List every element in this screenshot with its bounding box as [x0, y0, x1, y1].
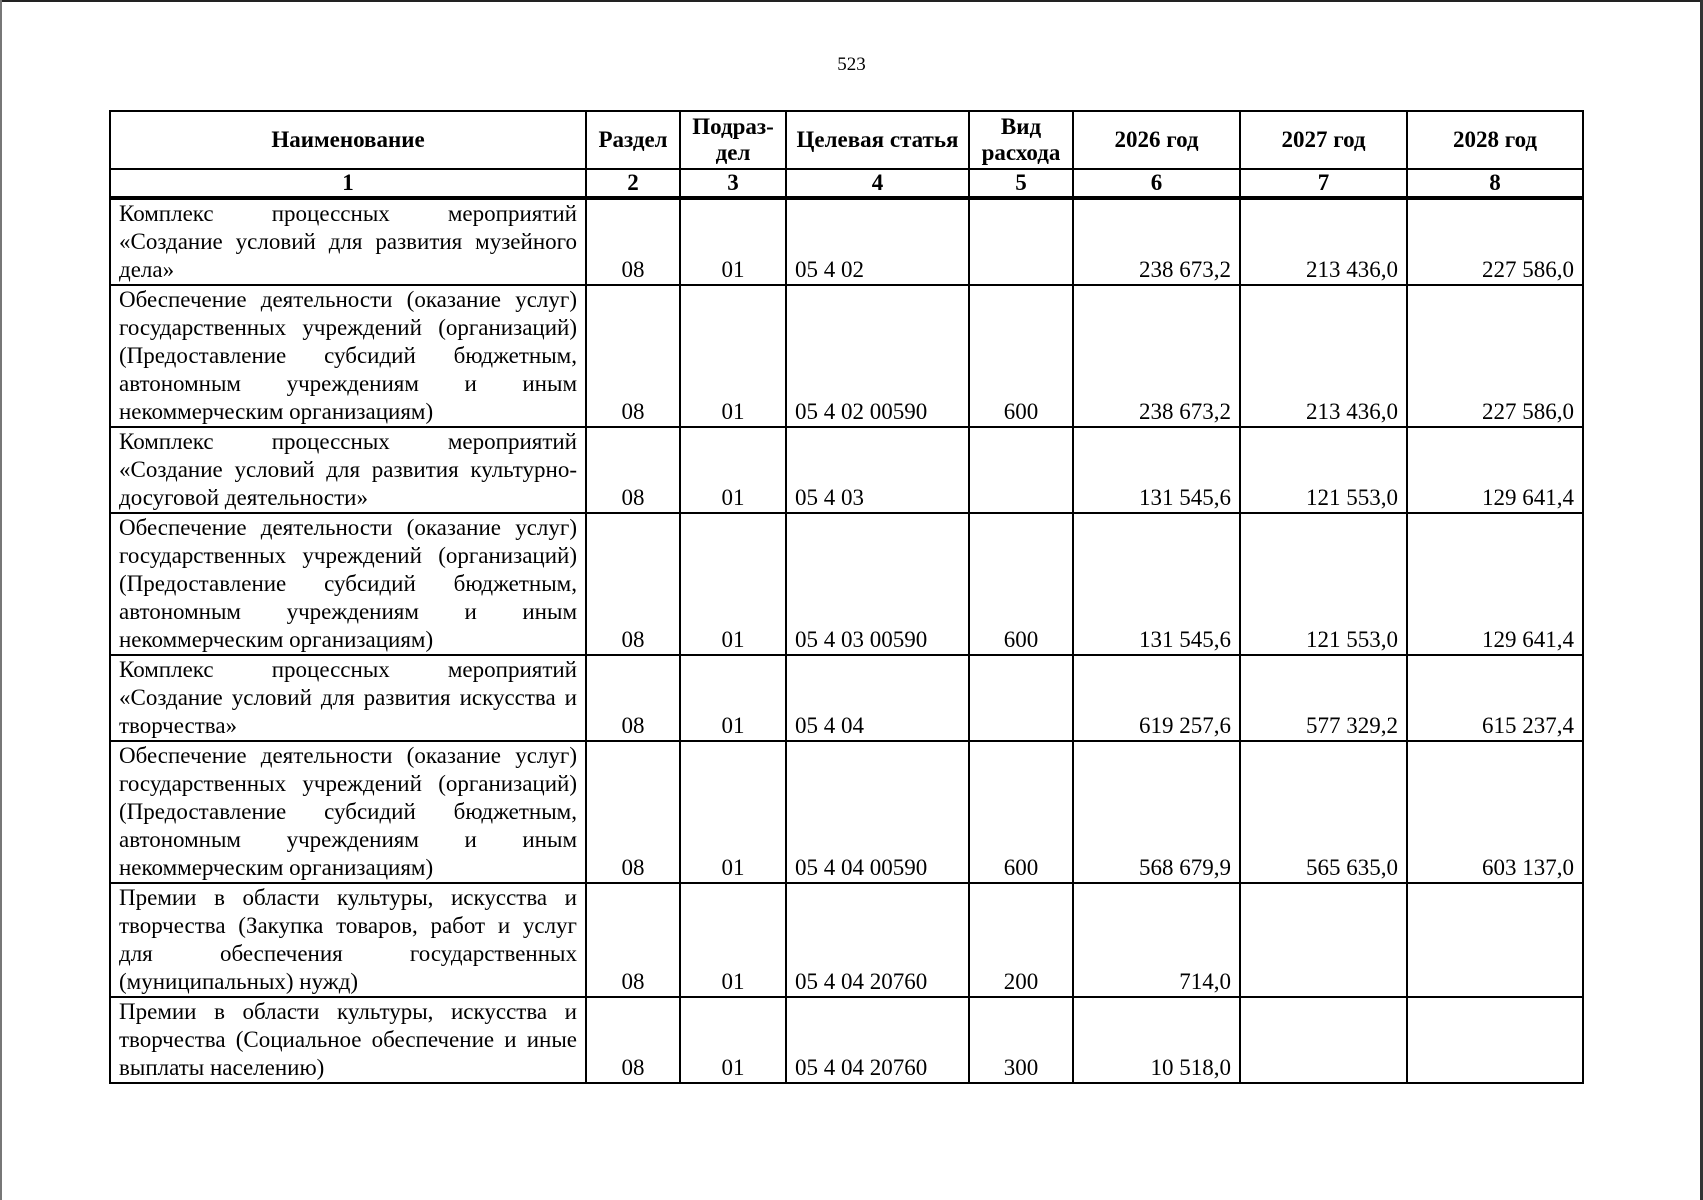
table-row [110, 285, 1583, 427]
row-razdel: 08 [586, 198, 680, 285]
header-name: Наименование [110, 111, 586, 169]
header-row [110, 111, 1583, 169]
table-row [110, 741, 1583, 883]
row-vid [969, 427, 1073, 513]
row-celevaya: 05 4 03 [786, 427, 969, 513]
row-vid: 600 [969, 741, 1073, 883]
row-podrazdel: 01 [680, 655, 786, 741]
header-2028: 2028 год [1407, 111, 1583, 169]
column-number: 5 [969, 169, 1073, 198]
row-2027: 121 553,0 [1240, 513, 1407, 655]
row-celevaya: 05 4 04 [786, 655, 969, 741]
table-row [110, 513, 1583, 655]
row-celevaya: 05 4 04 20760 [786, 883, 969, 997]
scan-edge-left [0, 0, 2, 1200]
row-vid [969, 198, 1073, 285]
row-2028 [1407, 997, 1583, 1083]
row-podrazdel: 01 [680, 198, 786, 285]
header-podrazdel: Подраз- дел [680, 111, 786, 169]
row-celevaya: 05 4 04 00590 [786, 741, 969, 883]
row-podrazdel: 01 [680, 285, 786, 427]
row-podrazdel: 01 [680, 883, 786, 997]
row-2026: 131 545,6 [1073, 513, 1240, 655]
header-vid: Вид расхода [969, 111, 1073, 169]
row-2026: 619 257,6 [1073, 655, 1240, 741]
row-2028: 129 641,4 [1407, 513, 1583, 655]
table-row [110, 427, 1583, 513]
row-2027: 213 436,0 [1240, 285, 1407, 427]
row-name: Обеспечение деятельности (оказание услуг) государственных учреждений (организаций) (Предоставление субсидий бюджетным, автономным учреждениям и иным некоммерческим организациям) [110, 741, 586, 883]
scan-edge-top [0, 0, 1703, 2]
row-podrazdel: 01 [680, 741, 786, 883]
row-name: Обеспечение деятельности (оказание услуг) государственных учреждений (организаций) (Предоставление субсидий бюджетным, автономным учреждениям и иным некоммерческим организациям) [110, 285, 586, 427]
row-2026: 238 673,2 [1073, 285, 1240, 427]
row-celevaya: 05 4 02 [786, 198, 969, 285]
table-row [110, 997, 1583, 1083]
row-razdel: 08 [586, 655, 680, 741]
column-number: 7 [1240, 169, 1407, 198]
column-number: 3 [680, 169, 786, 198]
table-row [110, 655, 1583, 741]
table-row [110, 883, 1583, 997]
row-2026: 714,0 [1073, 883, 1240, 997]
header-2027: 2027 год [1240, 111, 1407, 169]
row-2026: 131 545,6 [1073, 427, 1240, 513]
row-2027 [1240, 997, 1407, 1083]
row-2028: 227 586,0 [1407, 285, 1583, 427]
row-2028 [1407, 883, 1583, 997]
row-vid: 200 [969, 883, 1073, 997]
row-2028: 615 237,4 [1407, 655, 1583, 741]
row-podrazdel: 01 [680, 513, 786, 655]
column-number: 6 [1073, 169, 1240, 198]
column-number: 1 [110, 169, 586, 198]
column-number: 8 [1407, 169, 1583, 198]
row-name: Комплекс процессных мероприятий «Создание условий для развития музейного дела» [110, 198, 586, 285]
header-2026: 2026 год [1073, 111, 1240, 169]
row-name: Премии в области культуры, искусства и творчества (Социальное обеспечение и иные выплаты населению) [110, 997, 586, 1083]
table-row [110, 198, 1583, 285]
row-2027: 565 635,0 [1240, 741, 1407, 883]
row-2028: 129 641,4 [1407, 427, 1583, 513]
row-2027: 121 553,0 [1240, 427, 1407, 513]
row-vid [969, 655, 1073, 741]
row-celevaya: 05 4 03 00590 [786, 513, 969, 655]
row-razdel: 08 [586, 285, 680, 427]
header-razdel: Раздел [586, 111, 680, 169]
row-name: Комплекс процессных мероприятий «Создание условий для развития искусства и творчества» [110, 655, 586, 741]
column-number-row [110, 169, 1583, 198]
row-celevaya: 05 4 02 00590 [786, 285, 969, 427]
row-celevaya: 05 4 04 20760 [786, 997, 969, 1083]
row-razdel: 08 [586, 997, 680, 1083]
row-name: Обеспечение деятельности (оказание услуг) государственных учреждений (организаций) (Предоставление субсидий бюджетным, автономным учреждениям и иным некоммерческим организациям) [110, 513, 586, 655]
row-2026: 238 673,2 [1073, 198, 1240, 285]
row-2026: 10 518,0 [1073, 997, 1240, 1083]
row-2027: 577 329,2 [1240, 655, 1407, 741]
row-podrazdel: 01 [680, 427, 786, 513]
row-razdel: 08 [586, 883, 680, 997]
header-celevaya: Целевая статья [786, 111, 969, 169]
row-razdel: 08 [586, 513, 680, 655]
page-number: 523 [837, 54, 866, 75]
row-vid: 600 [969, 513, 1073, 655]
row-name: Комплекс процессных мероприятий «Создание условий для развития культурно-досуговой деятельности» [110, 427, 586, 513]
row-razdel: 08 [586, 741, 680, 883]
row-2027 [1240, 883, 1407, 997]
row-name: Премии в области культуры, искусства и творчества (Закупка товаров, работ и услуг для обеспечения государственных (муниципальных) нужд) [110, 883, 586, 997]
row-vid: 300 [969, 997, 1073, 1083]
column-number: 2 [586, 169, 680, 198]
row-2027: 213 436,0 [1240, 198, 1407, 285]
row-2028: 227 586,0 [1407, 198, 1583, 285]
row-2026: 568 679,9 [1073, 741, 1240, 883]
column-number: 4 [786, 169, 969, 198]
row-podrazdel: 01 [680, 997, 786, 1083]
row-razdel: 08 [586, 427, 680, 513]
row-vid: 600 [969, 285, 1073, 427]
row-2028: 603 137,0 [1407, 741, 1583, 883]
budget-table [109, 110, 1584, 1084]
